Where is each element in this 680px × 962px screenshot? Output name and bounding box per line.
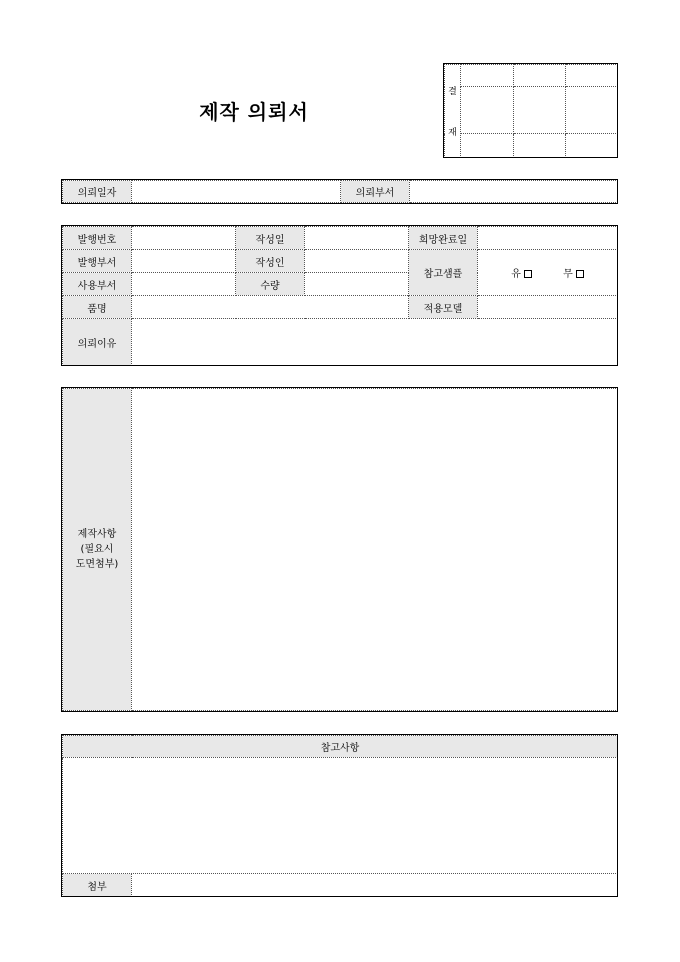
stock-label: 참고샘플	[409, 250, 478, 296]
issue-dept-field[interactable]	[132, 250, 236, 273]
approval-date-cell[interactable]	[461, 134, 514, 158]
use-dept-field[interactable]	[132, 273, 236, 296]
item-label: 품명	[63, 296, 132, 319]
production-label-line3: 도면첨부)	[75, 559, 119, 570]
approval-date-cell[interactable]	[566, 134, 618, 158]
approval-label-top: 결	[448, 87, 457, 97]
production-label-line1: 제작사항	[77, 529, 117, 540]
attachment-field[interactable]	[132, 874, 618, 897]
request-dept-label: 의뢰부서	[341, 181, 410, 203]
approval-sign-cell[interactable]	[566, 87, 618, 134]
stock-option-no-label: 무	[563, 269, 573, 280]
notes-table	[62, 735, 618, 897]
request-date-label: 의뢰일자	[63, 181, 132, 203]
request-dept-field[interactable]	[410, 181, 618, 203]
stock-option-yes[interactable]	[511, 265, 532, 280]
notes-header: 참고사항	[63, 736, 618, 758]
production-label-line2: (필요시	[80, 544, 114, 555]
production-field[interactable]	[132, 389, 618, 711]
order-no-field[interactable]	[132, 227, 236, 250]
quantity-label: 수량	[236, 273, 305, 296]
approval-label	[445, 65, 461, 158]
approval-header-cell[interactable]	[566, 65, 618, 87]
reason-label: 의뢰이유	[63, 319, 132, 366]
stock-option-yes-label: 유	[511, 269, 521, 280]
approval-sign-cell[interactable]	[514, 87, 566, 134]
production-table	[62, 388, 618, 711]
created-date-label: 작성일	[236, 227, 305, 250]
stock-options	[478, 250, 618, 296]
approval-label-bottom: 재	[448, 128, 457, 138]
attachment-label: 첨부	[63, 874, 132, 897]
reason-field[interactable]	[132, 319, 618, 366]
author-label: 작성인	[236, 250, 305, 273]
request-date-field[interactable]	[132, 181, 341, 203]
desired-date-field[interactable]	[478, 227, 618, 250]
approval-header-cell[interactable]	[461, 65, 514, 87]
quantity-field[interactable]	[305, 273, 409, 296]
author-field[interactable]	[305, 250, 409, 273]
order-no-label: 발행번호	[63, 227, 132, 250]
production-label	[63, 389, 132, 711]
model-label: 적용모델	[409, 296, 478, 319]
request-info-table	[62, 180, 618, 203]
use-dept-label: 사용부서	[63, 273, 132, 296]
model-field[interactable]	[478, 296, 618, 319]
checkbox-icon[interactable]	[524, 270, 532, 278]
page-title: 제작 의뢰서	[199, 100, 309, 124]
created-date-field[interactable]	[305, 227, 409, 250]
checkbox-icon[interactable]	[576, 270, 584, 278]
approval-header-cell[interactable]	[514, 65, 566, 87]
details-table	[62, 226, 618, 366]
item-field[interactable]	[132, 296, 409, 319]
approval-box	[444, 64, 618, 158]
notes-field[interactable]	[63, 758, 618, 874]
issue-dept-label: 발행부서	[63, 250, 132, 273]
desired-date-label: 희망완료일	[409, 227, 478, 250]
stock-option-no[interactable]	[563, 265, 584, 280]
approval-sign-cell[interactable]	[461, 87, 514, 134]
approval-date-cell[interactable]	[514, 134, 566, 158]
